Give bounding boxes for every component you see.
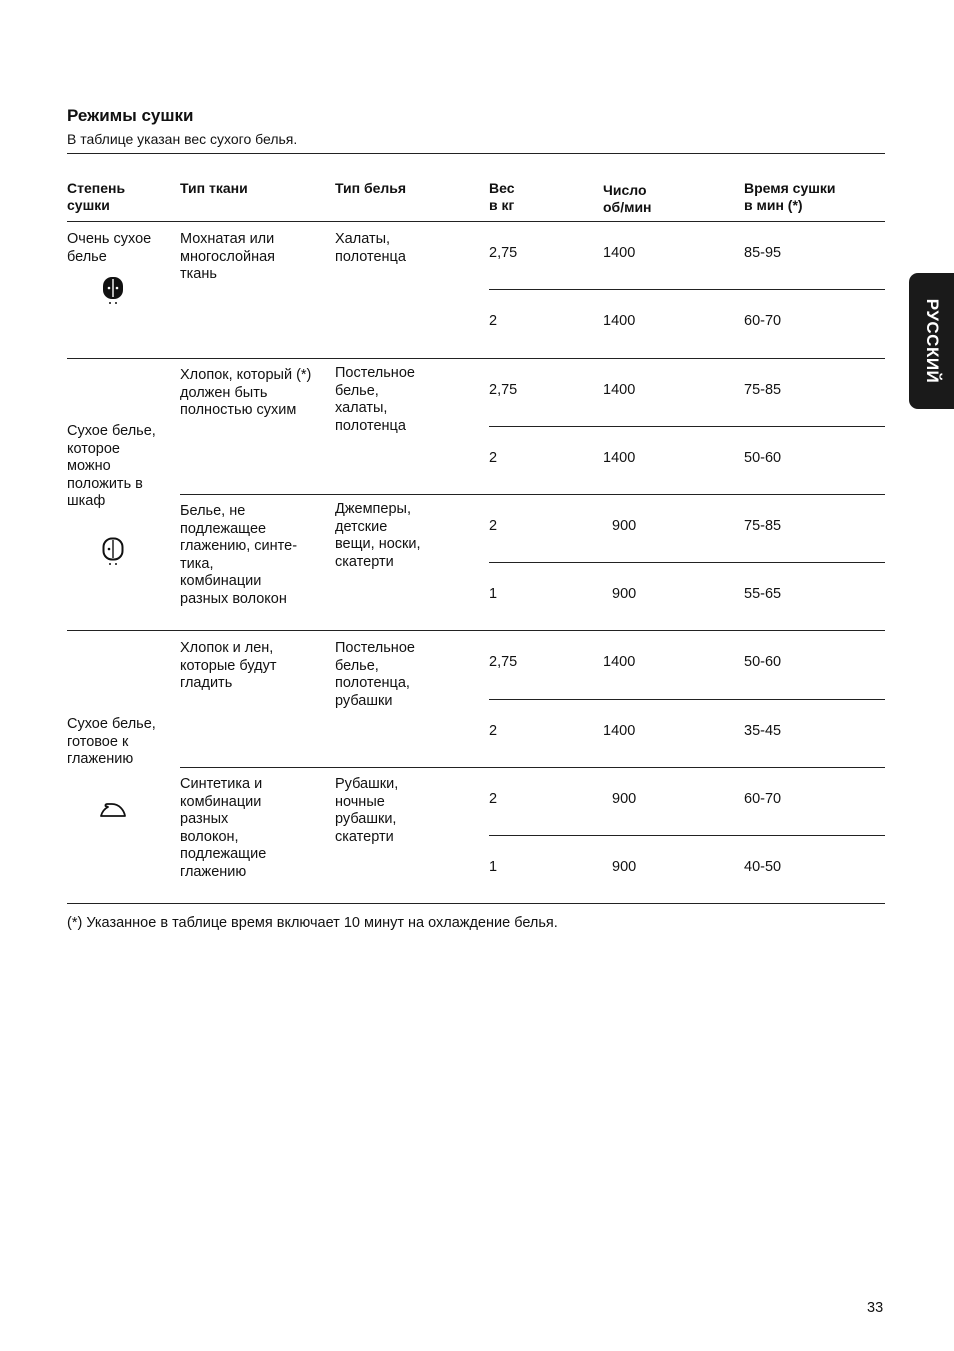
rpm-cell: 900 [612,586,637,602]
header-rpm: Число об/мин [603,182,652,215]
very-dry-icon [102,276,124,306]
laundry-cell: Джемперы, детские вещи, носки, скатерти [335,501,421,570]
laundry-cell: Рубашки, ночные рубашки, скатерти [335,776,399,845]
subgroup-divider [180,767,885,768]
subgroup-divider [180,494,885,495]
language-side-tab [909,273,954,409]
fabric-cell: Хлопок и лен, которые будут гладить [180,640,277,691]
fabric-cell: Мохнатая или многослойная ткань [180,231,276,282]
degree-cupboard-dry: Сухое белье, которое можно положить в шкаф [67,423,156,509]
cupboard-dry-icon [102,537,124,567]
laundry-cell: Халаты, полотенца [335,231,406,265]
table-top-rule [67,153,885,154]
time-cell: 85-95 [744,245,782,261]
weight-cell: 1 [489,586,498,602]
rpm-cell: 1400 [603,245,636,261]
weight-cell: 2 [489,723,498,739]
time-cell: 50-60 [744,450,782,466]
language-tab-label: РУССКИЙ [922,298,942,384]
table-bottom-rule [67,903,885,904]
fabric-cell: Белье, не подлежащее глажению, синте- тика, комбинации разных волокон [180,503,298,607]
row-divider [489,289,885,290]
row-divider [489,699,885,700]
rpm-cell: 900 [612,518,637,534]
rpm-cell: 1400 [603,654,636,670]
weight-cell: 1 [489,859,498,875]
laundry-cell: Постельное белье, полотенца, рубашки [335,640,415,709]
rpm-cell: 1400 [603,450,636,466]
time-cell: 75-85 [744,382,782,398]
weight-cell: 2,75 [489,382,518,398]
header-bottom-rule [67,221,885,222]
time-cell: 60-70 [744,791,782,807]
weight-cell: 2 [489,518,498,534]
time-cell: 40-50 [744,859,782,875]
group-divider [67,630,885,631]
rpm-cell: 1400 [603,313,636,329]
rpm-cell: 900 [612,791,637,807]
time-cell: 50-60 [744,654,782,670]
rpm-cell: 1400 [603,723,636,739]
laundry-cell: Постельное белье, халаты, полотенца [335,365,415,434]
header-degree: Степень сушки [67,180,126,213]
footnote: (*) Указанное в таблице время включает 10 минут на охлаждение белья. [67,915,558,931]
row-divider [489,562,885,563]
weight-cell: 2,75 [489,245,518,261]
row-divider [489,426,885,427]
page-number: 33 [867,1300,884,1316]
page-subtitle: В таблице указан вес сухого белья. [67,131,298,147]
time-cell: 60-70 [744,313,782,329]
fabric-cell: Хлопок, который (*) должен быть полностью сухим [180,367,312,418]
time-cell: 75-85 [744,518,782,534]
header-laundry: Тип белья [335,180,407,196]
time-cell: 35-45 [744,723,782,739]
header-weight: Вес в кг [489,180,515,213]
fabric-cell: Синтетика и комбинации разных волокон, подлежащие глажению [180,776,267,880]
degree-iron-dry: Сухое белье, готовое к глажению [67,716,156,767]
rpm-cell: 1400 [603,382,636,398]
weight-cell: 2,75 [489,654,518,670]
weight-cell: 2 [489,313,498,329]
weight-cell: 2 [489,791,498,807]
iron-dry-icon [99,799,127,819]
row-divider [489,835,885,836]
header-fabric: Тип ткани [180,180,248,196]
degree-very-dry: Очень сухое белье [67,231,152,265]
time-cell: 55-65 [744,586,782,602]
header-time: Время сушки в мин (*) [744,180,836,213]
rpm-cell: 900 [612,859,637,875]
weight-cell: 2 [489,450,498,466]
page-title: Режимы сушки [67,106,194,125]
group-divider [67,358,885,359]
